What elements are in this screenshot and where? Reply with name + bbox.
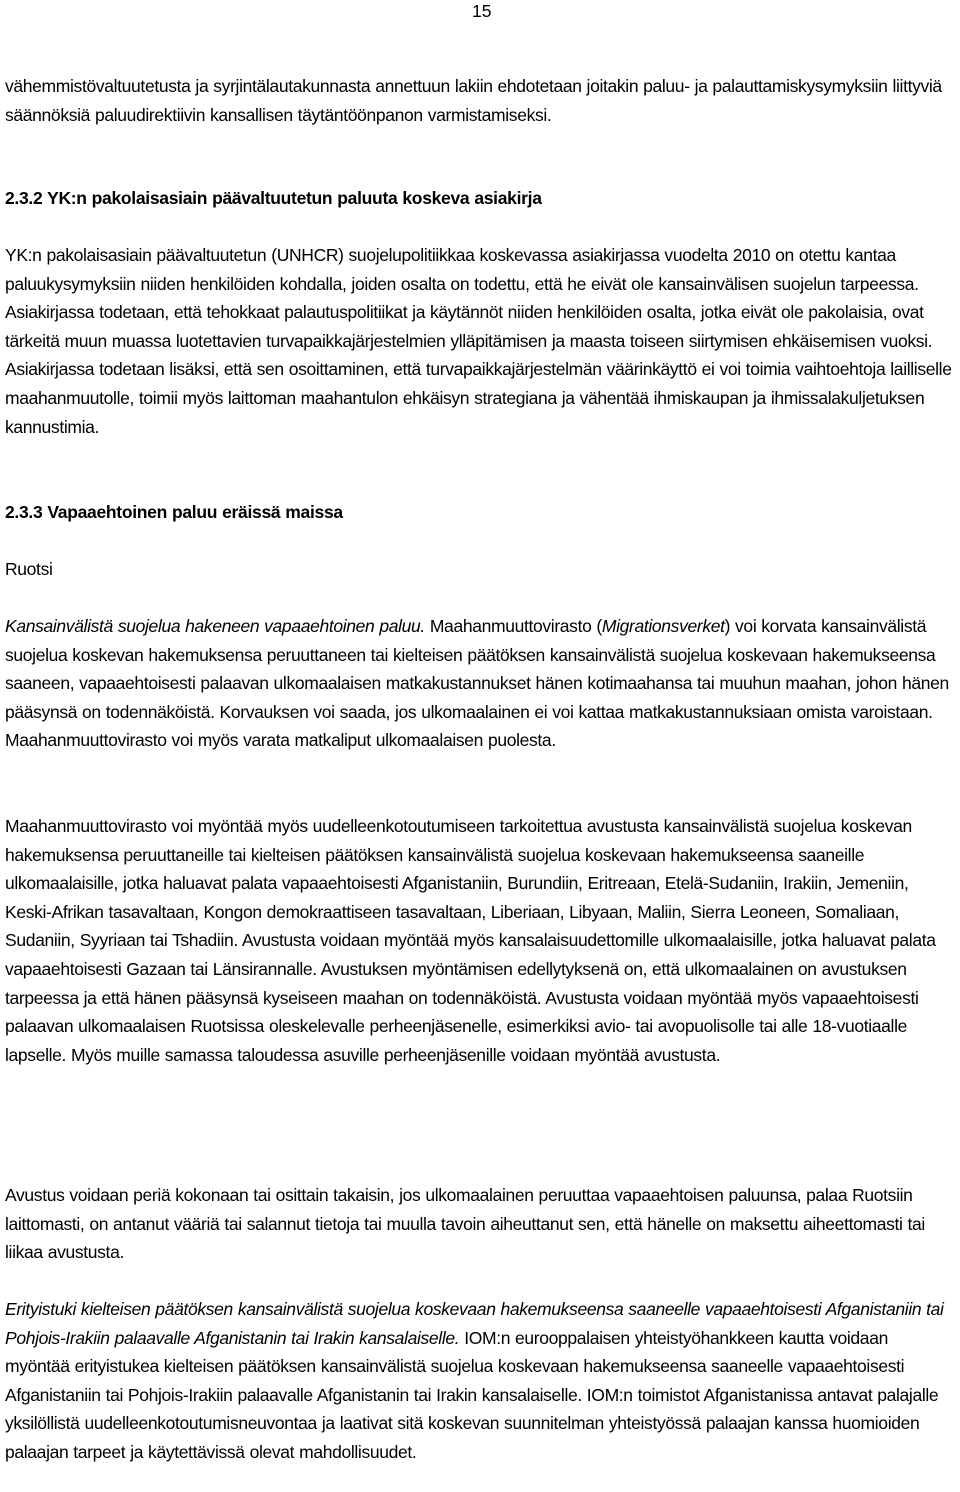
paragraph-reintegration-grant: Maahanmuuttovirasto voi myöntää myös uudelleenkotoutumiseen tarkoitettua avustusta kansainvälistä suojelua koskevan hakemuksensa peruuttaneille tai kielteisen päätöksen kansainvälistä suojelua koskevaan hakemukseensa saaneille ulkomaalaisille, jotka haluavat palata vapaaehtoisesti Afganistaniin, Burundiin, Eritreaan, Etelä-Sudaniin, Irakiin, Jemeniin, Keski-Afrikan tasavaltaan, Kongon demokraattiseen tasavaltaan, Liberiaan, Libyaan, Maliin, Sierra Leoneen, Somaliaan, Sudaniin, Syyriaan tai Tshadiin. Avustusta voidaan myöntää myös kansalaisuudettomille ulkomaalaisille, jotka haluavat palata vapaaehtoisesti Gazaan tai Länsirannalle. Avustuksen myöntämisen edellytyksenä on, että ulkomaalainen on avustuksen tarpeessa ja että hänen pääsynsä kyseiseen maahan on todennäköistä. Avustusta voidaan myöntää myös vapaaehtoisesti palaavan ulkomaalaisen Ruotsissa oleskelevalle perheenjäsenelle, esimerkiksi avio- tai avopuolisolle tai alle 18-vuotiaalle lapselle. Myös muille samassa taloudessa asuville perheenjäsenille voidaan myöntää avustusta. xyxy=(5,816,936,1065)
section-heading-2-3-3: 2.3.3 Vapaaehtoinen paluu eräissä maissa xyxy=(5,502,343,522)
page-number: 15 xyxy=(472,1,492,21)
paragraph-text: IOM:n eurooppalaisen yhteistyöhankkeen kautta voidaan myöntää erityistukea kielteisen päätöksen kansainvälistä suojelua koskevaan hakemukseensa saaneelle vapaaehtoisesti Afganistaniin tai Pohjois-Irakiin palaavalle Afganistanin tai Irakin kansalaiselle. IOM:n toimistot Afganistanissa antavat palajalle yksilöllistä uudelleenkotoutumisneuvontaa ja laativat sitä koskevan suunnitelman yhteistyössä palaajan kanssa huomioiden palaajan tarpeet ja käytettävissä olevat mahdollisuudet. xyxy=(5,1327,939,1462)
section-heading-2-3-2: 2.3.2 YK:n pakolaisasiain päävaltuutetun paluuta koskeva asiakirja xyxy=(5,188,542,208)
paragraph-recovery: Avustus voidaan periä kokonaan tai osittain takaisin, jos ulkomaalainen peruuttaa vapaaehtoisen paluunsa, palaa Ruotsiin laittomasti, on antanut vääriä tai salannut tietoja tai muulla tavoin aiheuttanut sen, että hänelle on maksettu aiheettomasti tai liikaa avustusta. xyxy=(5,1185,925,1263)
paragraph-voluntary-return xyxy=(5,612,957,755)
paragraph-text: ) voi korvata kansainvälistä suojelua koskevan hakemuksensa peruuttaneen tai kielteisen päätöksen kansainvälistä suojelua koskevaan hakemukseensa saaneen, vapaaehtoisesti palaavan ulkomaalaisen matkakustannukset hänen kotimaahansa tai muuhun maahan, johon hänen pääsynsä on todennäköistä. Korvauksen voi saada, jos ulkomaalainen ei voi kattaa matkakustannuksiaan omista varoistaan. Maahanmuuttovirasto voi myös varata matkaliput ulkomaalaisen puolesta. xyxy=(5,616,949,751)
paragraph-text: Maahanmuuttovirasto ( xyxy=(424,616,602,636)
paragraph-italic-lead: Kansainvälistä suojelua hakeneen vapaaehtoinen paluu. xyxy=(5,616,425,636)
paragraph-special-support xyxy=(5,1295,957,1467)
section-2-3-2-paragraph: YK:n pakolaisasiain päävaltuutetun (UNHCR) suojelupolitiikkaa koskevassa asiakirjassa vuodelta 2010 on otettu kantaa paluukysymyksiin niiden henkilöiden kohdalla, joiden osalta on todettu, että he eivät ole kansainvälisen suojelun tarpeessa. Asiakirjassa todetaan, että tehokkaat palautuspolitiikat ja käytännöt niiden henkilöiden osalta, jotka eivät ole pakolaisia, ovat tärkeitä muun muassa luotettavien turvapaikkajärjestelmien ylläpitämisen ja maasta toiseen siirtymisen ehkäisemisen vuoksi. Asiakirjassa todetaan lisäksi, että sen osoittaminen, että turvapaikkajärjestelmän väärinkäyttö ei voi toimia vaihtoehtoja lailliselle maahanmuutolle, toimii myös laittoman maahantulon ehkäisyn strategiana ja vähentää ihmiskaupan ja ihmissalakuljetuksen kannustimia. xyxy=(5,245,952,437)
agency-name: Migrationsverket xyxy=(601,616,725,636)
country-subheading: Ruotsi xyxy=(5,559,53,579)
paragraph-italic-lead: Erityistuki kielteisen päätöksen kansainvälistä suojelua koskevaan hakemukseensa saaneelle vapaaehtoisesti Afganistaniin tai Pohjois-Irakiin palaavalle Afganistanin tai Irakin kansalaiselle. xyxy=(5,1299,944,1348)
intro-paragraph: vähemmistövaltuutetusta ja syrjintälautakunnasta annettuun lakiin ehdotetaan joitakin paluu- ja palauttamiskysymyksiin liittyviä säännöksiä paluudirektiivin kansallisen täytäntöönpanon varmistamiseksi. xyxy=(5,76,942,125)
